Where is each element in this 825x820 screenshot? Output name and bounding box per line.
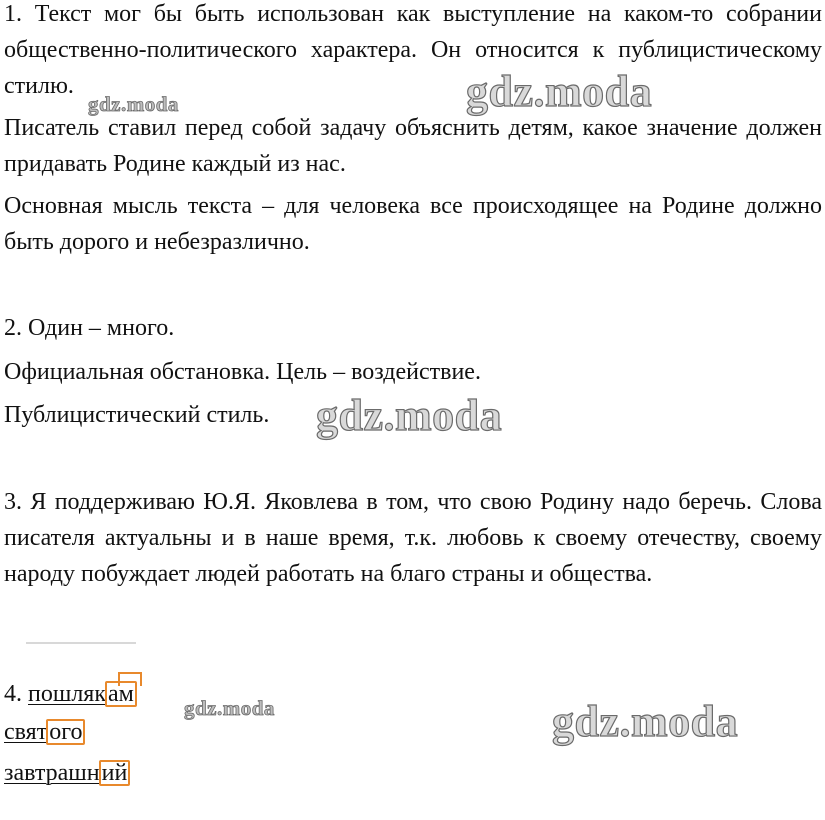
paragraph-1-main-idea: Основная мысль текста – для человека все происходящее на Родине должно быть дорого и небезразлично. [4,193,822,255]
answer-4-word-1 [4,676,136,712]
watermark-logo: gdz.moda [552,697,739,746]
word-3-stem: завтрашн [4,760,100,786]
stem-arc-mark [118,672,142,686]
answer-4-word-3 [4,755,129,791]
answer-2-number: 2. Один – много. [4,315,175,341]
word-1-stem: пошляк [28,681,106,707]
watermark-logo: gdz.moda [466,67,653,116]
answer-2-situation: Официальная обстановка. Цель – воздействие. [4,359,481,385]
answer-4-number: 4. [4,681,22,707]
paragraph-3-opinion: 3. Я поддерживаю Ю.Я. Яковлева в том, что свою Родину надо беречь. Слова писателя актуальны и в наше время, т.к. любовь к своему отечеству, своему народу побуждает людей работать на благо страны и общества. [4,489,822,587]
watermark-logo: gdz.moda [316,391,503,440]
paragraph-1-style: 1. Текст мог бы быть использован как выступление на каком-то собрании общественно-политического характера. Он относится к публицистическому стилю. [4,1,822,99]
word-2-stem: свят [4,719,48,745]
answer-4-word-2 [4,714,84,750]
watermark-logo: gdz.moda [88,92,179,116]
scribble-mark [26,642,136,644]
word-1-ending-box: ам [105,681,137,707]
word-3-ending-box: ий [99,760,131,786]
answer-2-style: Публицистический стиль. [4,402,270,428]
paragraph-1-task: Писатель ставил перед собой задачу объяснить детям, какое значение должен придавать Родине каждый из нас. [4,115,822,177]
watermark-logo: gdz.moda [184,696,275,720]
word-2-ending-box: ого [46,719,85,745]
